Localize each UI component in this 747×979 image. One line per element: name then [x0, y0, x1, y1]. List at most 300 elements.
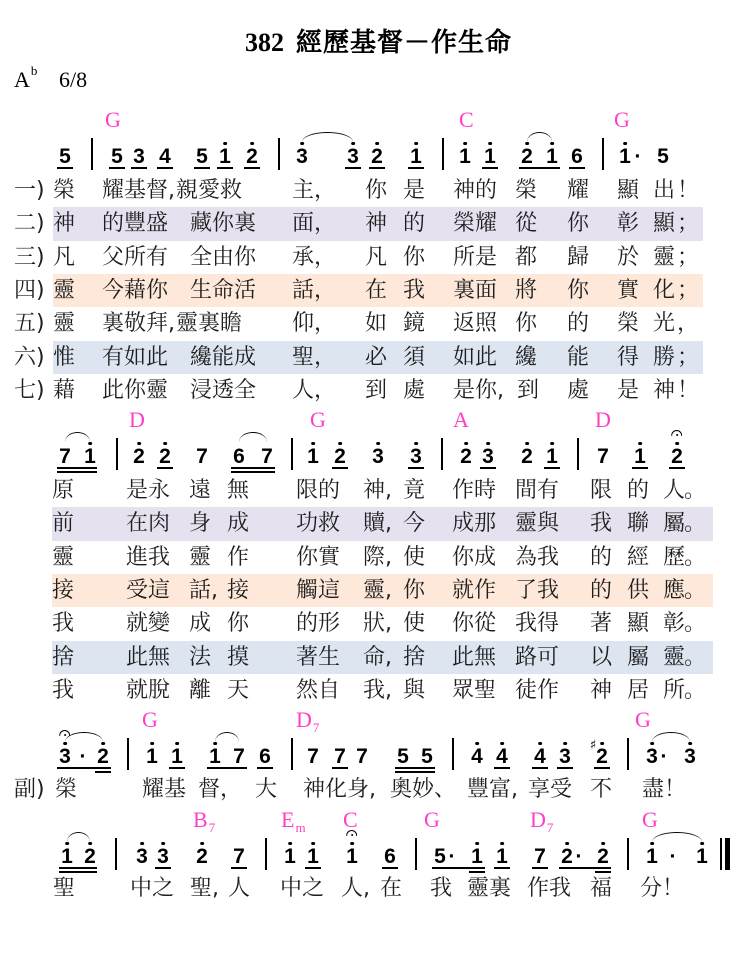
lyric-row: [0, 507, 747, 540]
note: [471, 745, 483, 769]
lyric-text: 人，: [292, 377, 337, 403]
note: [397, 745, 409, 769]
lyric-text: 今藉你: [102, 277, 169, 303]
chord-root: E: [281, 807, 295, 832]
lyric-text: 在肉: [126, 511, 171, 537]
lyric-row: [0, 307, 747, 340]
lyric-row: [0, 274, 747, 307]
lyric-text: 於: [617, 244, 640, 270]
note: [233, 845, 245, 869]
high-octave-dot-icon: [150, 742, 153, 745]
chord-symbol: [635, 708, 651, 732]
hymn-title: [245, 28, 512, 61]
note-digit: 4: [496, 745, 508, 768]
high-octave-dot-icon: [200, 842, 203, 845]
lyric-text: 徒作: [515, 677, 560, 703]
chord-root: G: [614, 107, 630, 132]
lyric-text: 成那: [452, 511, 497, 537]
lyric-text: 身: [189, 511, 212, 537]
lyric-text: 捨: [52, 644, 75, 670]
sharp-icon: ♯: [589, 738, 597, 753]
high-octave-dot-icon: [311, 442, 314, 445]
high-octave-dot-icon: [488, 142, 491, 145]
hymn-number: 382: [245, 28, 284, 57]
note: [261, 445, 273, 469]
chord-root: D: [530, 807, 546, 832]
note: [496, 845, 508, 869]
note-digit: 1: [284, 845, 296, 868]
high-octave-dot-icon: [638, 442, 641, 445]
lyric-text: 作我: [527, 876, 572, 901]
note: [233, 745, 245, 769]
hymn-title-text: 經歷基督－作生命: [296, 28, 513, 58]
note-digit: 2: [597, 845, 609, 868]
high-octave-dot-icon: [500, 842, 503, 845]
lyric-text: 裏面: [453, 277, 498, 303]
high-octave-dot-icon: [414, 442, 417, 445]
high-octave-dot-icon: [161, 842, 164, 845]
high-octave-dot-icon: [288, 842, 291, 845]
note: [233, 445, 245, 469]
key-note: A: [14, 67, 30, 92]
barline: [127, 738, 129, 770]
note: [521, 445, 533, 469]
lyric-text: 屬: [627, 644, 650, 670]
lyric-text: 就變: [126, 611, 171, 637]
note: [684, 745, 696, 769]
lyric-text: 榮: [53, 178, 76, 203]
lyric-text: 福: [590, 876, 613, 901]
lyric-text: 靈: [53, 277, 76, 303]
augmentation-dot: ·: [79, 745, 87, 768]
high-octave-dot-icon: [175, 742, 178, 745]
lyric-text: 使: [403, 544, 426, 570]
tie-slur-arc: [65, 732, 103, 742]
lyric-text: 中之: [280, 876, 325, 901]
lyric-text: 歸: [567, 244, 590, 270]
high-octave-dot-icon: [525, 142, 528, 145]
lyric-text: 供: [627, 577, 650, 603]
lyric-text: 分！: [640, 876, 685, 901]
high-octave-dot-icon: [688, 742, 691, 745]
lyric-text: 你實: [296, 544, 341, 570]
chord-root: A: [453, 407, 469, 432]
note-digit: 6: [571, 145, 583, 168]
duration-underline: [231, 471, 275, 473]
lyric-row: [0, 641, 747, 674]
lyric-text: 將: [515, 277, 538, 303]
lyric-text: ；: [677, 244, 700, 270]
lyric-text: 如此: [453, 344, 498, 370]
note-digit: 1: [84, 445, 96, 468]
lyric-row: [0, 374, 747, 407]
high-octave-dot-icon: [500, 742, 503, 745]
lyric-text: 聖: [53, 876, 76, 901]
lyric-text: 化: [653, 277, 676, 303]
barline: [278, 138, 280, 170]
lyric-text: 我: [403, 277, 426, 303]
lyric-text: 此你靈: [102, 377, 169, 403]
verse-label: 四): [14, 277, 45, 303]
chord-quality: m: [295, 820, 306, 835]
note: [133, 145, 145, 169]
note-digit: 1: [496, 845, 508, 868]
lyric-text: 眾聖: [452, 677, 497, 703]
lyric-text: ！: [677, 377, 700, 403]
lyric-text: 大: [255, 777, 278, 802]
note-digit: 6: [233, 445, 245, 468]
note: [484, 145, 496, 169]
lyric-text: 屬: [663, 511, 686, 537]
lyric-text: 是永: [126, 478, 171, 503]
note: [59, 145, 71, 169]
lyric-text: 靈: [189, 544, 212, 570]
lyric-text: 就脫: [126, 677, 171, 703]
tie-slur-arc: [652, 732, 690, 742]
lyric-text: ；: [677, 277, 700, 303]
note-digit: 5: [196, 145, 208, 168]
lyric-text: 不: [590, 777, 613, 802]
lyric-text: 神,: [363, 478, 392, 503]
note: [646, 845, 658, 869]
lyric-text: 榮: [55, 777, 78, 802]
lyric-text: 在: [365, 277, 388, 303]
augmentation-dot: ·: [448, 845, 456, 868]
lyric-text: 全由你: [190, 244, 257, 270]
note: [61, 845, 73, 869]
high-octave-dot-icon: [137, 442, 140, 445]
note: [384, 845, 396, 869]
lyric-text: 你: [365, 178, 388, 203]
chord-symbol: [614, 108, 630, 132]
note: [196, 845, 208, 869]
lyric-text: 。: [684, 611, 707, 637]
barline: [441, 438, 443, 470]
note: [534, 845, 546, 869]
barline: [291, 438, 293, 470]
high-octave-dot-icon: [525, 442, 528, 445]
lyric-text: 聖,: [190, 876, 219, 901]
high-octave-dot-icon: [464, 442, 467, 445]
final-barline-thick: [725, 838, 730, 870]
note: [296, 145, 308, 169]
note: [159, 445, 171, 469]
high-octave-dot-icon: [350, 842, 353, 845]
high-octave-dot-icon: [538, 742, 541, 745]
note-digit: 3: [59, 745, 71, 768]
barline: [91, 138, 93, 170]
lyric-text: 你從: [452, 611, 497, 637]
high-octave-dot-icon: [601, 842, 604, 845]
lyric-text: 際,: [363, 544, 392, 570]
high-octave-dot-icon: [65, 842, 68, 845]
lyric-text: 返照: [453, 311, 498, 337]
chord-root: G: [642, 807, 658, 832]
chord-quality: 7: [312, 720, 320, 735]
lyric-text: 中之: [130, 876, 175, 901]
high-octave-dot-icon: [101, 742, 104, 745]
lyric-text: ！: [677, 178, 700, 203]
lyric-text: 榮: [515, 178, 538, 203]
note-digit: 3: [157, 845, 169, 868]
tie-slur-arc: [215, 732, 239, 742]
note: [471, 845, 483, 869]
chord-symbol: [193, 808, 215, 835]
lyric-text: 你成: [452, 544, 497, 570]
lyric-text: 無: [227, 478, 250, 503]
lyric-text: 居: [627, 677, 650, 703]
lyric-text: 神: [53, 211, 76, 237]
lyric-text: 耀: [567, 178, 590, 203]
chord-symbol: [453, 408, 469, 432]
lyric-text: 享受: [528, 777, 573, 802]
note-digit: 2: [521, 445, 533, 468]
note: [371, 145, 383, 169]
lyric-text: 然自: [296, 677, 341, 703]
lyric-text: 狀,: [363, 611, 392, 637]
chord-root: D: [595, 407, 611, 432]
lyric-text: 生命活: [190, 277, 257, 303]
tie-slur-arc: [527, 132, 552, 142]
lyric-text: 豐富,: [467, 777, 518, 802]
chord-symbol: [459, 108, 474, 132]
lyric-text: 。: [684, 577, 707, 603]
lyric-text: 彰: [617, 211, 640, 237]
note: [410, 145, 422, 169]
lyric-text: 靈與: [515, 511, 560, 537]
note: [346, 845, 358, 869]
lyric-text: 我,: [363, 677, 392, 703]
chord-symbol: [530, 808, 553, 835]
note-digit: 5: [657, 145, 669, 168]
lyric-text: 話，: [292, 277, 337, 303]
note: [334, 745, 346, 769]
high-octave-dot-icon: [700, 842, 703, 845]
lyric-text: 歷: [663, 544, 686, 570]
note: [646, 745, 658, 769]
note-digit: 7: [196, 445, 208, 468]
note-digit: 7: [59, 445, 71, 468]
lyric-row: [0, 872, 747, 905]
note-digit: 3: [559, 745, 571, 768]
note-digit: 2: [460, 445, 472, 468]
lyric-text: 藉: [53, 377, 76, 403]
chord-symbol: [281, 808, 306, 835]
note: [589, 738, 608, 769]
verse-label: 五): [14, 311, 45, 337]
lyric-text: 我: [590, 511, 613, 537]
chord-root: B: [193, 807, 208, 832]
lyric-text: 的: [567, 311, 590, 337]
lyric-text: 顯: [617, 178, 640, 203]
lyric-text: 間有: [515, 478, 560, 503]
lyric-text: 法: [189, 644, 212, 670]
lyric-text: 了我: [515, 577, 560, 603]
note-digit: 7: [597, 445, 609, 468]
chord-root: C: [459, 107, 474, 132]
chord-symbol: [595, 408, 611, 432]
lyric-text: 從: [515, 211, 538, 237]
note-digit: 1: [307, 445, 319, 468]
lyric-text: 限的: [296, 478, 341, 503]
lyric-text: 接: [227, 577, 250, 603]
lyric-text: 的豐盛: [102, 211, 169, 237]
high-octave-dot-icon: [213, 742, 216, 745]
lyric-row: [0, 541, 747, 574]
lyric-text: 纔: [515, 344, 538, 370]
note: [521, 145, 533, 169]
lyric-text: 的: [403, 211, 426, 237]
lyric-text: 。: [684, 644, 707, 670]
duration-underline: [57, 471, 97, 473]
high-octave-dot-icon: [600, 742, 603, 745]
lyric-text: 耀基督,: [102, 178, 175, 203]
note: [133, 445, 145, 469]
note-digit: 7: [334, 745, 346, 768]
lyric-row: [0, 574, 747, 607]
lyric-text: ，: [677, 311, 700, 337]
high-octave-dot-icon: [376, 442, 379, 445]
note-digit: 1: [346, 845, 358, 868]
lyric-text: 我: [52, 677, 75, 703]
high-octave-dot-icon: [88, 842, 91, 845]
chord-symbol: [310, 408, 326, 432]
high-octave-dot-icon: [250, 142, 253, 145]
high-octave-dot-icon: [163, 442, 166, 445]
chord-quality: 7: [208, 820, 216, 835]
note-digit: 3: [372, 445, 384, 468]
note: [157, 845, 169, 869]
note: [246, 145, 258, 169]
note-digit: 2: [561, 845, 573, 868]
lyric-text: 是: [617, 377, 640, 403]
lyric-text: 實: [617, 277, 640, 303]
high-octave-dot-icon: [475, 842, 478, 845]
lyric-text: 在: [380, 876, 403, 901]
chord-symbol: [142, 708, 158, 732]
chord-root: G: [142, 707, 158, 732]
lyric-text: 所: [663, 677, 686, 703]
key-signature: [14, 63, 38, 92]
note: [496, 745, 508, 769]
note: [97, 745, 109, 769]
lyric-text: 靈: [53, 311, 76, 337]
lyric-text: 的: [590, 544, 613, 570]
lyric-text: 出: [653, 178, 676, 203]
lyric-text: 彰: [663, 611, 686, 637]
note: [59, 745, 71, 769]
lyric-text: 仰，: [292, 311, 337, 337]
tie-slur-arc: [239, 432, 267, 442]
lyric-text: 為我: [515, 544, 560, 570]
lyric-text: 靈裏: [467, 876, 512, 901]
note-digit: 2: [371, 145, 383, 168]
lyric-text: 你: [403, 244, 426, 270]
lyric-text: 此無: [126, 644, 171, 670]
note-digit: 2: [596, 745, 608, 768]
lyric-text: 經: [627, 544, 650, 570]
note-digit: 5: [111, 145, 123, 168]
note: [597, 845, 609, 869]
note-digit: 3: [347, 145, 359, 168]
note-digit: 1: [219, 145, 231, 168]
lyric-text: 作時: [452, 478, 497, 503]
note-digit: 1: [146, 745, 158, 768]
barline: [265, 838, 267, 870]
lyric-text: 我: [52, 611, 75, 637]
verse-label: 七): [14, 377, 45, 403]
note: [597, 445, 609, 469]
lyric-row: [0, 474, 747, 507]
lyric-text: 你: [227, 611, 250, 637]
note-digit: 4: [159, 145, 171, 168]
note: [59, 445, 71, 469]
lyric-text: 神: [365, 211, 388, 237]
note-digit: 3: [410, 445, 422, 468]
lyric-text: 你: [567, 277, 590, 303]
tie-slur-arc: [67, 832, 90, 842]
lyric-row: [0, 674, 747, 707]
note-digit: 1: [471, 845, 483, 868]
lyric-text: 的: [627, 478, 650, 503]
note-digit: 2: [159, 445, 171, 468]
high-octave-dot-icon: [550, 142, 553, 145]
note: [259, 745, 271, 769]
lyric-text: 此無: [452, 644, 497, 670]
lyric-text: 進我: [126, 544, 171, 570]
lyric-text: 離: [189, 677, 212, 703]
lyric-text: 凡: [53, 244, 76, 270]
lyric-text: 捨: [403, 644, 426, 670]
barline: [577, 438, 579, 470]
note: [356, 745, 368, 769]
verse-label: 二): [14, 211, 45, 237]
note-digit: 5: [59, 145, 71, 168]
lyric-text: 都: [515, 244, 538, 270]
chord-root: G: [424, 807, 440, 832]
note: [196, 145, 208, 169]
lyric-text: 神: [653, 377, 676, 403]
lyric-text: 受這: [126, 577, 171, 603]
note-digit: 1: [410, 145, 422, 168]
lyric-text: 人,: [341, 876, 370, 901]
note: [559, 745, 571, 769]
lyric-row: [0, 174, 747, 207]
lyric-text: 應: [663, 577, 686, 603]
lyric-text: 你: [403, 577, 426, 603]
barline: [291, 738, 293, 770]
note-digit: 1: [61, 845, 73, 868]
chord-root: D: [129, 407, 145, 432]
lyric-text: 顯: [627, 611, 650, 637]
tie-slur-arc: [302, 132, 353, 142]
lyric-text: 靈: [653, 244, 676, 270]
note-digit: 7: [534, 845, 546, 868]
note: [209, 745, 221, 769]
lyric-text: 我得: [515, 611, 560, 637]
note-digit: 1: [546, 145, 558, 168]
lyric-text: 凡: [365, 244, 388, 270]
high-octave-dot-icon: [623, 142, 626, 145]
note-digit: 7: [356, 745, 368, 768]
final-barline-thin: [720, 838, 722, 870]
lyric-text: 使: [403, 611, 426, 637]
note-digit: 3: [482, 445, 494, 468]
note: [159, 145, 171, 169]
note-digit: 2: [246, 145, 258, 168]
lyric-text: 所是: [453, 244, 498, 270]
note-digit: 2: [334, 445, 346, 468]
